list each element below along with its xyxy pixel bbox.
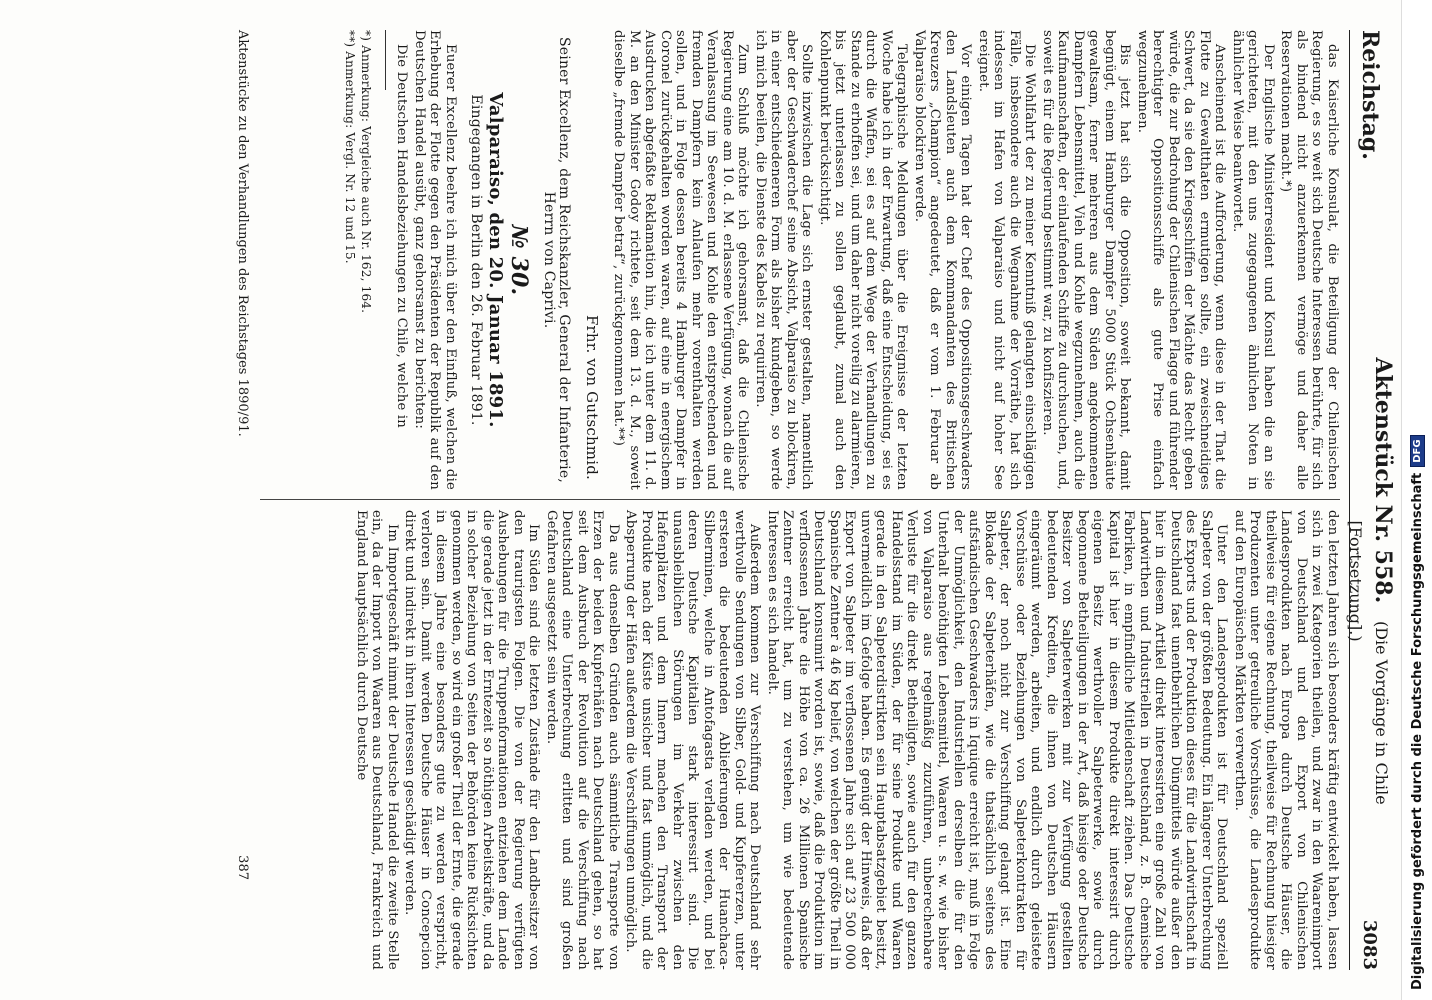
dfg-logo-icon: DFG [1410,435,1425,466]
left-column [343,30,1340,490]
side-footer-text: Digitalisierung gefördert durch die Deutsche Forschungsgemeinschaft [1409,472,1425,990]
side-footer [1408,10,1426,990]
paragraph: Die Wohlfahrt der zu meiner Kenntniß gelangten einschlägigen Fälle, insbesondere auch die Wegnahme der Vorräthe, hat sich indessen im Hafen von Valparaiso und nicht auf hoher See ereignet. [976,30,1038,490]
header-center [1344,354,1396,808]
header-subtitle: (Die Vorgänge in Chile [Fortsetzung].) [1346,520,1391,805]
header-left: Reichstag. [1357,30,1383,160]
received-line: Eingegangen in Berlin den 26. Februar 1891. [468,94,485,426]
paragraph: Telegraphische Meldungen über die Ereignisse der letzten Woche habe ich in der Erwartung, daß eine Entscheidung, sei es durch die Waffen, sei es auf dem Wege der Verhandlungen zu Stande zu erhoffen sei, und um daher nicht voreilig zu alarmieren, bis jetzt unterlassen zu sollen geglaubt, zumal auch den Kohlenpunkt berücksichtigt. [817,30,910,490]
paragraph: Die Deutschen Handelsbeziehungen zu Chile, welche in [394,44,410,428]
paragraph: Da aus denselben Gründen auch sämmtliche Transporte von Erzen der beiden Kupferhäfen nach Deutschland gehen, so hat seit dem Ausbruch der Revolution auf die Verschiffung nach Deutschland eine Unterbrechung erlitten und sind großen Gefahren ausgesetzt sein werden. [544,510,621,970]
right-column [352,510,1341,970]
paragraph: den letzten Jahren sich besonders kräftig entwickelt haben, lassen sich in zwei Kategorien theilen, und zwar in den Waarenimport von Deutschland und den Export von Chilenischen Landesprodukten nach Europa durch Deutsche Häuser, die theilweise für eigene Rechnung, theilweise für Rechnung hiesiger Produzenten unter getreuliche Vorschüsse, die Landesprodukte auf den Europäischen Märkten verwerthen. [1232,510,1340,970]
paragraph: Im Süden sind die letzten Zustände für den Landbesitzer von den traurigsten Folgen. Die von der Regierung verfügten Aushebungen für die Truppenformationen entziehen dem Lande die gerade jetzt in der Erntezeit so nöthigen Arbeitskräfte, und da in solcher Beziehung von Seiten der Behörden keine Rücksichten genommen werden, so wird ein großer Theil der Ernte, die gerade in diesem Jahre eine besonders gute zu werden verspricht, verloren sein. Damit werden Deutsche Häuser in Concepcion direkt und indirekt in ihren Interessen geschädigt werden. [402,510,542,970]
footnote-divider [385,30,386,90]
paragraph: Sollte inzwischen die Lage sich ernster gestalten, namentlich aber der Geschwaderchef seine Absicht, Valparaiso zu blockiren, in einer entschiedeneren Form als bisher kundgeben, so werde ich mich beeilen, die Dienste des Kabels zu requiriren. [753,30,815,490]
paragraph: Im Importgeschäft nimmt der Deutsche Handel die zweite Stelle ein, da der Import von Waaren aus Deutschland, Frankreich und England hauptsächlich durch Deutsche [354,510,400,970]
paragraph: das Kaiserliche Konsulat, die Beteiligung der Chilenischen Regierung, es so weit sich Deutsche Interessen berührte, für sich als bindend nicht anzuerkennen vermöge und daher alle Reservationen macht.*) [1278,30,1340,490]
column-divider [260,499,1340,500]
bottom-line: Aktenstücke zu den Verhandlungen des Reichstages 1890/91. [235,30,250,437]
paragraph: Vor einigen Tagen hat der Chef des Oppositionsgeschwaders den Landsleuten auch dem Kommandanten des Britischen Kreuzers „Champion“ angedeutet, daß er vom 1. Februar ab Valparaiso blockiren werde. [912,30,974,490]
addressee: Seiner Excellenz, dem Reichskanzler, General der Infanterie, Herrn von Caprivi. [541,37,573,483]
signature: Frhr. von Gutschmid. [583,314,601,480]
header-page-number: 3083 [1359,919,1381,970]
document-number: № 30. [506,224,533,296]
paragraph: Außerdem kommen zur Verschiffung nach Deutschland sehr werthvolle Sendungen von Silber, Gold- und Kupfererzen, unter ersteren die bedeutenden Ablieferungen der Huanchaca-Silberminen, welche in Antofagasta verladen werden, und bei deren Deutsche Kapitalien stark interessirt sind. Die unausbleiblichen Störungen im Verkehr zwischen den Hafenplätzen und dem Innern machen den Transport der Produkte nach der Küste unsicher und fast unmöglich, und die Absperrung der Häfen außerdem die Verschiffungen unmöglich. [623,510,763,970]
side-footer-strip [1401,0,1432,1000]
footnote: **) Anmerkung: Vergl. Nr. 12 und 15. [343,30,357,264]
paragraph: Unter den Landesprodukten ist für Deutschland speziell Salpeter von der größten Bedeutung. Ein längerer Unterbrechung des Exports und der Produktion dieses für die Landwirthschaft in Deutschland fast unentbehrlichen Düngmittels würde außer den hier in diesem Artikel direkt interessirten eine große Zahl von Landwirthen und Industriellen in Deutschland, z. B. chemische Fabriken, in empfindliche Mitleidenschaft ziehen. Das Deutsche Kapital ist hier in diesem Produkte direkt interessirt durch eigenen Besitz werthvoller Salpeterwerke, sowie durch begonnene Betheiligungen in der Art, daß hiesige oder Deutsche Besitzer von Salpeterwerken mit zur Verfügung gestellten bedeutenden Krediten, die ihnen von Deutschen Häusern eingeräumt werden, arbeiten, und endlich durch geleistete Vorschüsse oder Beziehungen von Salpeterkontrakten für Salpeter, der noch nicht zur Verschiffung gelangt ist. Eine Blokade der Salpeterhäfen, wie die thatsächlich seitens des aufständischen Geschwaders in Iquique erreicht ist, muß in Folge der Unmöglichkeit, den Industriellen derselben die für den Unterhalt benöthigten Lebensmittel, Waaren u. s. w. wie bisher von Valparaiso aus regelmäßig zuzuführen, unberechenbare Verluste für die direkt Betheiligten, sowie auch für den ganzen Handelsstand im Süden, der für seine Produkte und Waaren gerade in den Salpeterdistrikten sein Hauptabsatzgebiet besitzt, unvermeidlich im Gefolge haben. Es genügt der Hinweis, daß der Export von Salpeter im verflossenen Jahre sich auf 23 500 000 Spanische Zentner à 46 kg belief, von welchen der größte Theil in Deutschland konsumirt worden ist, sowie, daß die Produktion im verflossenen Jahre die Höhe von ca. 26 Millionen Spanische Zentner erreicht hat, um zu verstehen, um wie bedeutende Interessen es sich handelt. [765,510,1230,970]
paragraph: Bis jetzt hat sich die Opposition, soweit bekannt, damit begnügt, einem Hamburger Dampfer 5000 Stück Ochsenhäute gewaltsam, ferner mehreren aus dem Süden angekommenen Dampfern Lebensmittel, Vieh und Kohle wegzunehmen, auch die Kaufmannschaften, der einlaufenden Schiffe zu durchsuchen, und, soweit es für die Regierung bestimmt war, zu konfiszieren. [1040,30,1133,490]
page-number: 387 [235,855,250,880]
paragraph: Zum Schluß möchte ich gehorsamst, daß die Chilenische Regierung eine am 10. d. M. erlassene Verfügung, wonach die auf Veranlassung im Seewesen und Kohle den entsprechenden und fremden Dampfern kein Anlaufen mehr vorenthalten werden sollen, und in Folge dessen bereits 4 Hamburger Dampfer in Coronel zurückgehalten worden waren, auf eine in energischem Ausdrucken abgefaßte Reklamation hin, die ich unter dem 11. d. M. an den Minister Godoy richtete, seit dem 13. d. M., soweit dieselbe „fremde Dampfer betraf“, zurückgenommen hat.**) [611,30,751,490]
footnote: *) Anmerkung: Vergleiche auch Nr. 162, 164. [359,30,373,314]
header-title: Aktenstück Nr. 558. [1370,357,1396,604]
paragraph: Euerer Excellenz beehre ich mich über den Einfluß, welchen die Erhebung der Flotte gegen den Präsidenten der Republik auf den Deutschen Handel ausübt, ganz gehorsamst zu berichten: [412,30,458,490]
date-line: Valparaiso, den 20. Januar 1891. [485,92,506,428]
paragraph: Anscheinend ist die Aufforderung, wenn diese in der That die Flotte zu Gewaltthaten ermutigen sollte, ein zweischneidiges Schwert, da sie den Kriegsschiffen der Mächte das Recht geben würde, die zur Bedrohung der Chilenischen Flagge und führender berechtigter Oppositionsschiffe als gute Prise einfach wegzunehmen. [1135,30,1228,490]
paragraph: Der Englische Ministerresident und Konsul haben die an sie gerichteten, mit den uns zugegangenen ähnlichen Noten in ähnlicher Weise beantwortet. [1230,30,1276,490]
page-header [1346,30,1396,970]
